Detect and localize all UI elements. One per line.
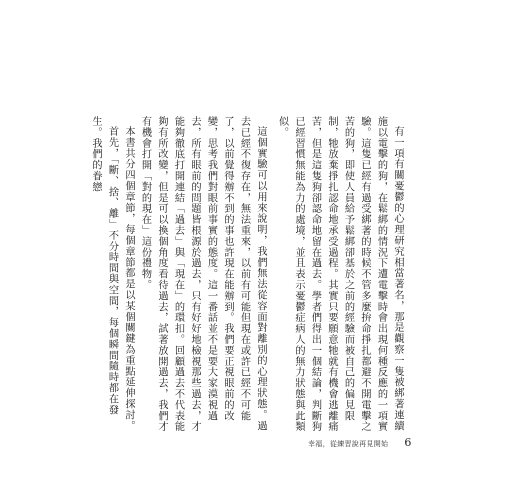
paragraph-experiment: 有一項有關憂鬱的心理研究相當著名，那是觀察一隻被綁著連續施以電擊的狗，在鬆綁的情況下遭電擊時會出現何種反應的一項實驗。這隻已經有過受綁著的時候不管多麼拚命掙扎都避不開電擊之苦的狗，即使人員給予鬆綁卻基於之前的經驗而被自己的偏見限制，牠放棄掙扎認命地承受過程。其實只要願意牠就有機會逃離痛苦，但是這隻狗卻認命地留在過去。學者們得出一個結論，判斷狗已經習慣無能為力的處境，並且表示憂鬱症病人的無力狀態與此類似。 [276, 116, 403, 433]
paragraph-first-chapter: 首先，「斷、捨、離」不分時間與空間，每個瞬間隨時都在發生。我們的眷戀 [90, 116, 118, 416]
running-head: 幸福，從練習說再見開始 [308, 440, 389, 448]
page-footer [308, 436, 438, 449]
body-text [90, 116, 410, 434]
paragraph-explanation: 這個實驗可以用來說明，我們無法從容面對離別的心理狀態。過去已經不復存在，無法重來，以前有可能但現在或許已經不可能了，以前覺得辦不到的事也許現在能辦到。我們要正視眼前的改變，思考我們對眼前事實的態度。這一番話並不是要大家漠視過去，所有眼前的問題皆根源於過去，只有好好地檢視那些過去，才能夠徹底打開連結「過去」與「現在」的環扣。回顧過去不代表能夠有所改變，但是可以換個角度看待過去，試著放開過去，我們才有機會打開「對的現在」這份禮物。 [139, 116, 266, 433]
page-number: 6 [404, 436, 412, 449]
paragraph-structure: 本書共分四個章節，每個章節都是以某個關鍵為重點延伸探討。 [123, 126, 134, 432]
